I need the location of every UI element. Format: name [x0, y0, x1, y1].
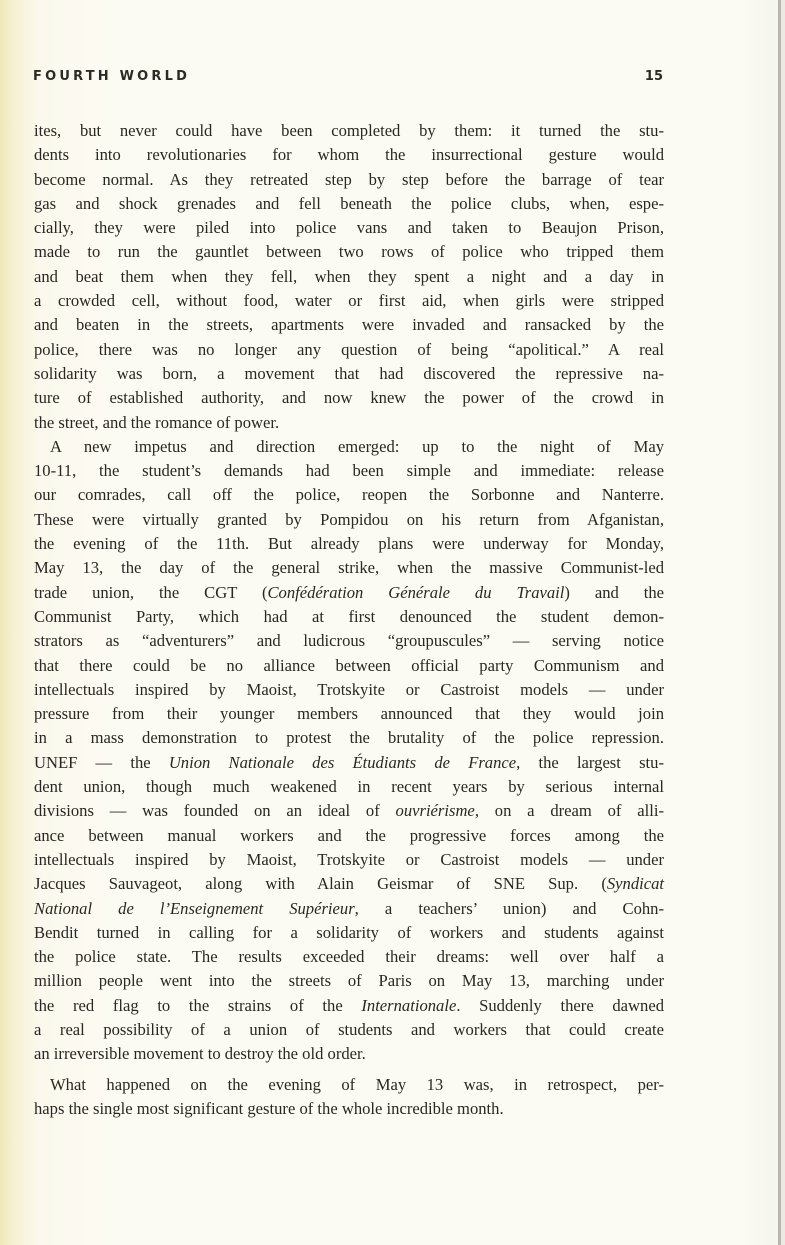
paragraph-3	[34, 1073, 664, 1122]
text-line: the red flag to the strains of the Internationale. Suddenly there dawned	[34, 995, 664, 1015]
text-line: dent union, though much weakened in recent years by serious internal	[34, 777, 664, 797]
text-line: May 13, the day of the general strike, when the massive Communist-led	[34, 558, 664, 578]
text-line: What happened on the evening of May 13 was, in retrospect, per-	[50, 1074, 664, 1094]
running-head	[33, 69, 663, 89]
text-line: Bendit turned in calling for a solidarity of workers and students against	[34, 922, 664, 942]
text-line: Communist Party, which had at first denounced the student demon-	[34, 606, 664, 626]
text-line: police, there was no longer any question of being “apolitical.” A real	[34, 339, 664, 359]
text-line: the police state. The results exceeded their dreams: well over half a	[34, 947, 664, 967]
text-line: pressure from their younger members announced that they would join	[34, 704, 664, 724]
italic-term: Syndicat	[606, 874, 664, 894]
text-line: the evening of the 11th. But already plans were underway for Monday,	[34, 534, 664, 554]
binding-edge	[778, 0, 781, 1245]
page-number: 15	[644, 69, 663, 84]
text-line: ites, but never could have been completed by them: it turned the stu-	[34, 121, 664, 140]
text-line: million people went into the streets of Paris on May 13, marching under	[34, 971, 664, 991]
text-line: ance between manual workers and the progressive forces among the	[34, 825, 664, 845]
body-text	[34, 119, 664, 1121]
text-line: dents into revolutionaries for whom the insurrectional gesture would	[34, 145, 664, 165]
text-line: Jacques Sauvageot, along with Alain Geismar of SNE Sup. (Syndicat	[34, 874, 664, 894]
text-line: strators as “adventurers” and ludicrous “groupuscules” — serving notice	[34, 631, 664, 651]
running-head-title: FOURTH WORLD	[33, 69, 191, 84]
text-line: These were virtually granted by Pompidou on his return from Afganistan,	[34, 509, 664, 529]
paragraph-2	[34, 435, 664, 1067]
text-line: haps the single most significant gesture of the whole incredible month.	[34, 1098, 504, 1118]
text-line: that there could be no alliance between official party Communism and	[34, 655, 664, 675]
text-line: the street, and the romance of power.	[34, 412, 280, 432]
text-line: intellectuals inspired by Maoist, Trotskyite or Castroist models — under	[34, 849, 664, 869]
text-line: an irreversible movement to destroy the old order.	[34, 1044, 366, 1064]
italic-term: Confédération Générale du Travail	[267, 582, 565, 602]
text-line: UNEF — the Union Nationale des Étudiants de France, the largest stu-	[34, 752, 664, 772]
text-line: a real possibility of a union of students and workers that could create	[34, 1019, 664, 1039]
italic-term: Union Nationale des Étudiants de France	[168, 752, 517, 772]
text-line: solidarity was born, a movement that had discovered the repressive na-	[34, 363, 664, 383]
text-line: made to run the gauntlet between two rows of police who tripped them	[34, 242, 664, 262]
text-line: and beaten in the streets, apartments were invaded and ransacked by the	[34, 315, 664, 335]
text-line: A new impetus and direction emerged: up to the night of May	[50, 436, 664, 456]
text-line: our comrades, call off the police, reopen the Sorbonne and Nanterre.	[34, 485, 664, 505]
text-line: become normal. As they retreated step by step before the barrage of tear	[34, 169, 664, 189]
text-line: trade union, the CGT (Confédération Générale du Travail) and the	[34, 582, 665, 602]
text-line: 10-11, the student’s demands had been simple and immediate: release	[34, 461, 664, 481]
italic-term: Internationale	[361, 995, 457, 1015]
text-line: divisions — was founded on an ideal of ouvriérisme, on a dream of alli-	[34, 801, 664, 821]
text-line: cially, they were piled into police vans and taken to Beaujon Prison,	[34, 218, 664, 238]
italic-term: ouvriérisme	[395, 801, 475, 821]
paragraph-1	[34, 119, 664, 435]
page-edge	[781, 0, 785, 1245]
text-line: ture of established authority, and now knew the power of the crowd in	[34, 388, 664, 408]
italic-term: National de l’Enseignement Supérieur	[34, 898, 355, 918]
text-line: in a mass demonstration to protest the brutality of the police repression.	[34, 728, 664, 748]
text-line: National de l’Enseignement Supérieur, a teachers’ union) and Cohn-	[34, 898, 664, 918]
text-line: intellectuals inspired by Maoist, Trotskyite or Castroist models — under	[34, 679, 664, 699]
text-line: and beat them when they fell, when they spent a night and a day in	[34, 266, 664, 286]
text-line: gas and shock grenades and fell beneath the police clubs, when, espe-	[34, 193, 664, 213]
text-line: a crowded cell, without food, water or first aid, when girls were stripped	[34, 291, 664, 311]
